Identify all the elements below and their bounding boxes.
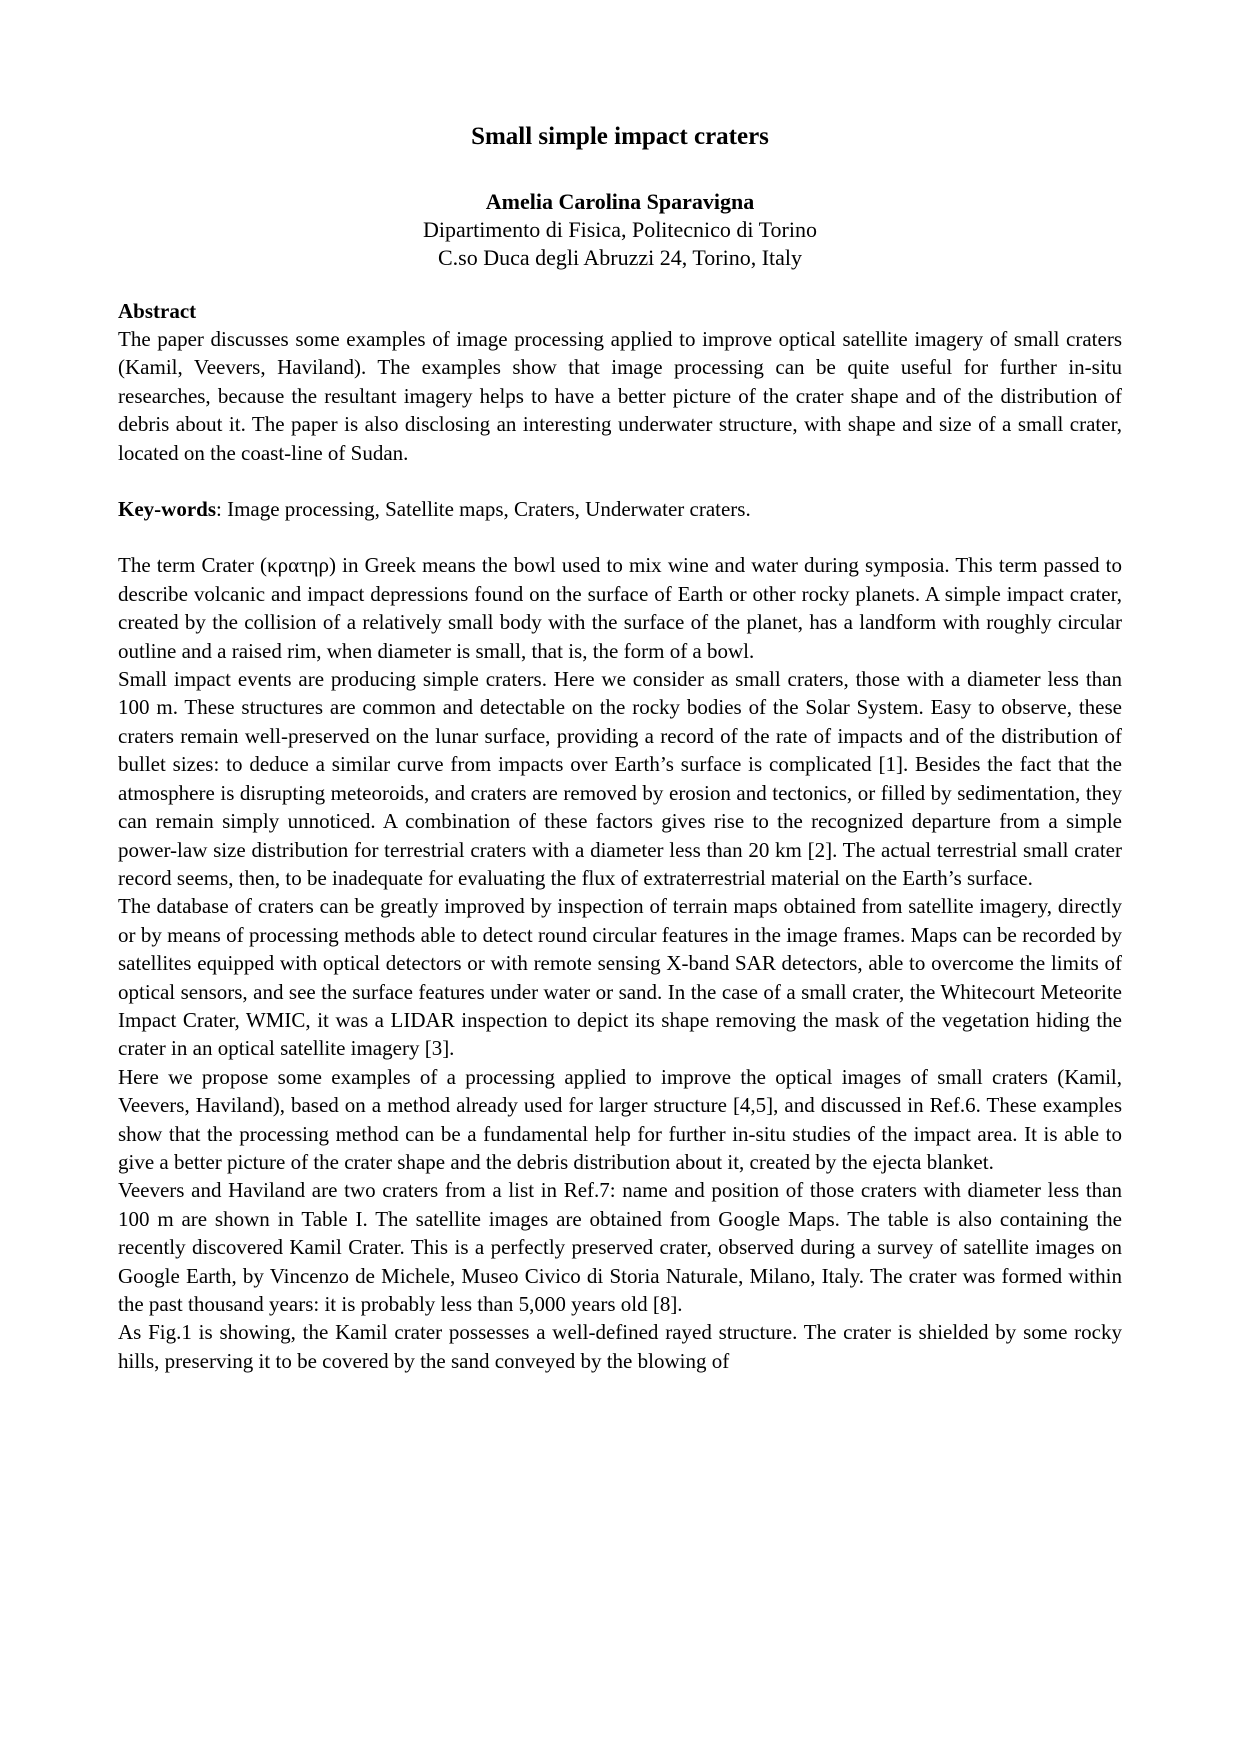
paper-title: Small simple impact craters	[471, 123, 769, 150]
author-name: Amelia Carolina Sparavigna	[485, 189, 755, 214]
keywords-line	[118, 495, 1122, 523]
abstract-heading: Abstract	[118, 299, 197, 323]
paper-page	[118, 122, 1122, 1375]
body-paragraph: Veevers and Haviland are two craters from a list in Ref.7: name and position of those craters with diameter less than 100 m are shown in Table I. The satellite images are obtained from Google Maps. The table is also containing the recently discovered Kamil Crater. This is a perfectly preserved crater, observed during a survey of satellite images on Google Earth, by Vincenzo de Michele, Museo Civico di Storia Naturale, Milano, Italy. The crater was formed within the past thousand years: it is probably less than 5,000 years old [8].	[118, 1178, 1122, 1316]
body-paragraph: Small impact events are producing simple craters. Here we consider as small craters, those with a diameter less than 100 m. These structures are common and detectable on the rocky bodies of the Solar System. Easy to observe, these craters remain well-preserved on the lunar surface, providing a record of the rate of impacts and of the distribution of bullet sizes: to deduce a similar curve from impacts over Earth’s surface is complicated [1]. Besides the fact that the atmosphere is disrupting meteoroids, and craters are removed by erosion and tectonics, or filled by sedimentation, they can remain simply unnoticed. A combination of these factors gives rise to the recognized departure from a simple power-law size distribution for terrestrial craters with a diameter less than 20 km [2]. The actual terrestrial small crater record seems, then, to be inadequate for evaluating the flux of extraterrestrial material on the Earth’s surface.	[118, 667, 1122, 890]
abstract-text: The paper discusses some examples of image processing applied to improve optical satellite imagery of small craters (Kamil, Veevers, Haviland). The examples show that image processing can be quite useful for further in-situ researches, because the resultant imagery helps to have a better picture of the crater shape and of the distribution of debris about it. The paper is also disclosing an interesting underwater structure, with shape and size of a small crater, located on the coast-line of Sudan.	[118, 327, 1122, 465]
author-affiliation: Dipartimento di Fisica, Politecnico di Torino	[422, 217, 817, 242]
author-block	[118, 188, 1122, 272]
keywords-label: Key-words	[118, 497, 216, 522]
keywords-text: : Image processing, Satellite maps, Craters, Underwater craters.	[216, 497, 751, 522]
author-address: C.so Duca degli Abruzzi 24, Torino, Italy	[437, 245, 803, 270]
body-paragraph: Here we propose some examples of a processing applied to improve the optical images of small craters (Kamil, Veevers, Haviland), based on a method already used for larger structure [4,5], and discussed in Ref.6. These examples show that the processing method can be a fundamental help for further in-situ studies of the impact area. It is able to give a better picture of the crater shape and the debris distribution about it, created by the ejecta blanket.	[118, 1064, 1122, 1174]
body-paragraph: The term Crater (κρατηρ) in Greek means the bowl used to mix wine and water during symposia. This term passed to describe volcanic and impact depressions found on the surface of Earth or other rocky planets. A simple impact crater, created by the collision of a relatively small body with the surface of the planet, has a landform with roughly circular outline and a raised rim, when diameter is small, that is, the form of a bowl.	[118, 553, 1122, 663]
body-paragraph: The database of craters can be greatly improved by inspection of terrain maps obtained from satellite imagery, directly or by means of processing methods able to detect round circular features in the image frames. Maps can be recorded by satellites equipped with optical detectors or with remote sensing X-band SAR detectors, able to overcome the limits of optical sensors, and see the surface features under water or sand. In the case of a small crater, the Whitecourt Meteorite Impact Crater, WMIC, it was a LIDAR inspection to depict its shape removing the mask of the vegetation hiding the crater in an optical satellite imagery [3].	[118, 894, 1122, 1061]
body-paragraph: As Fig.1 is showing, the Kamil crater possesses a well-defined rayed structure. The crater is shielded by some rocky hills, preserving it to be covered by the sand conveyed by the blowing of	[118, 1320, 1122, 1373]
